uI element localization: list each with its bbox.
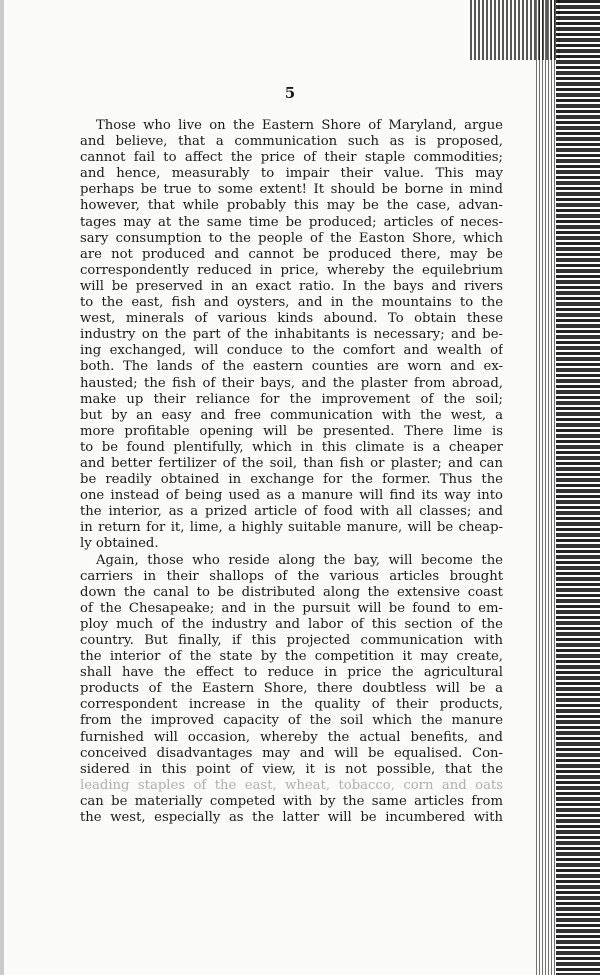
text-line: cannot fail to affect the price of their staple commodities;	[80, 150, 503, 166]
text-line: one instead of being used as a manure will find its way into	[80, 488, 503, 504]
text-line: perhaps be true to some extent! It should be borne in mind	[80, 182, 503, 198]
text-line: west, minerals of various kinds abound. To obtain these	[80, 311, 503, 327]
text-line: down the canal to be distributed along the extensive coast	[80, 584, 503, 600]
text-line: and better fertilizer of the soil, than fish or plaster; and can	[80, 455, 503, 471]
text-line: leading staples of the east, wheat, tobacco, corn and oats	[80, 777, 503, 793]
text-line: products of the Eastern Shore, there doubtless will be a	[80, 681, 503, 697]
scan-left-edge	[0, 0, 4, 975]
text-line: conceived disadvantages may and will be equalised. Con-	[80, 745, 503, 761]
text-line: but by an easy and free communication with the west, a	[80, 407, 503, 423]
text-line: ing exchanged, will conduce to the comfort and wealth of	[80, 343, 503, 359]
text-line: tages may at the same time be produced; articles of neces-	[80, 214, 503, 230]
text-line: in return for it, lime, a highly suitable manure, will be cheap-	[80, 520, 503, 536]
binding-shadow	[536, 0, 556, 975]
text-line: of the Chesapeake; and in the pursuit will be found to em-	[80, 600, 503, 616]
text-line: industry on the part of the inhabitants is necessary; and be-	[80, 327, 503, 343]
book-binding-edge	[556, 0, 600, 975]
text-line: shall have the effect to reduce in price the agricultural	[80, 665, 503, 681]
text-line: sidered in this point of view, it is not possible, that the	[80, 761, 503, 777]
text-line: ly obtained.	[80, 536, 159, 552]
text-line: both. The lands of the eastern counties are worn and ex-	[80, 359, 503, 375]
text-line: carriers in their shallops of the various articles brought	[80, 568, 503, 584]
text-line: will be preserved in an exact ratio. In the bays and rivers	[80, 278, 503, 294]
text-line: and hence, measurably to impair their value. This may	[80, 166, 503, 182]
text-line: the interior of the state by the competition it may create,	[80, 649, 503, 665]
text-line: and believe, that a communication such as is proposed,	[80, 134, 503, 150]
text-line: furnished will occasion, whereby the actual benefits, and	[80, 729, 503, 745]
text-line: to the east, fish and oysters, and in the mountains to the	[80, 295, 503, 311]
page-number: 5	[284, 84, 296, 102]
text-line: can be materially competed with by the same articles from	[80, 793, 503, 809]
text-line: the interior, as a prized article of food with all classes; and	[80, 504, 503, 520]
text-line: Those who live on the Eastern Shore of Maryland, argue	[96, 118, 503, 133]
text-line: hausted; the fish of their bays, and the plaster from abroad,	[80, 375, 503, 391]
text-line: ploy much of the industry and labor of this section of the	[80, 616, 503, 632]
text-line: are not produced and cannot be produced there, may be	[80, 246, 503, 262]
body-text	[80, 118, 503, 826]
text-line: make up their reliance for the improvement of the soil;	[80, 391, 503, 407]
text-line: country. But finally, if this projected communication with	[80, 633, 503, 648]
text-line: however, that while probably this may be the case, advan-	[80, 198, 503, 214]
text-line: the west, especially as the latter will be incumbered with	[80, 810, 503, 826]
text-line: more profitable opening will be presented. There lime is	[80, 423, 503, 439]
text-line: sary consumption to the people of the Easton Shore, which	[80, 230, 503, 246]
text-line: be readily obtained in exchange for the former. Thus the	[80, 472, 503, 488]
text-line: correspondently reduced in price, whereby the equilebrium	[80, 262, 503, 278]
text-line: from the improved capacity of the soil which the manure	[80, 713, 503, 729]
text-line: to be found plentifully, which in this climate is a cheaper	[80, 439, 503, 455]
text-line: correspondent increase in the quality of their products,	[80, 697, 503, 713]
text-line: Again, those who reside along the bay, will become the	[96, 552, 503, 568]
